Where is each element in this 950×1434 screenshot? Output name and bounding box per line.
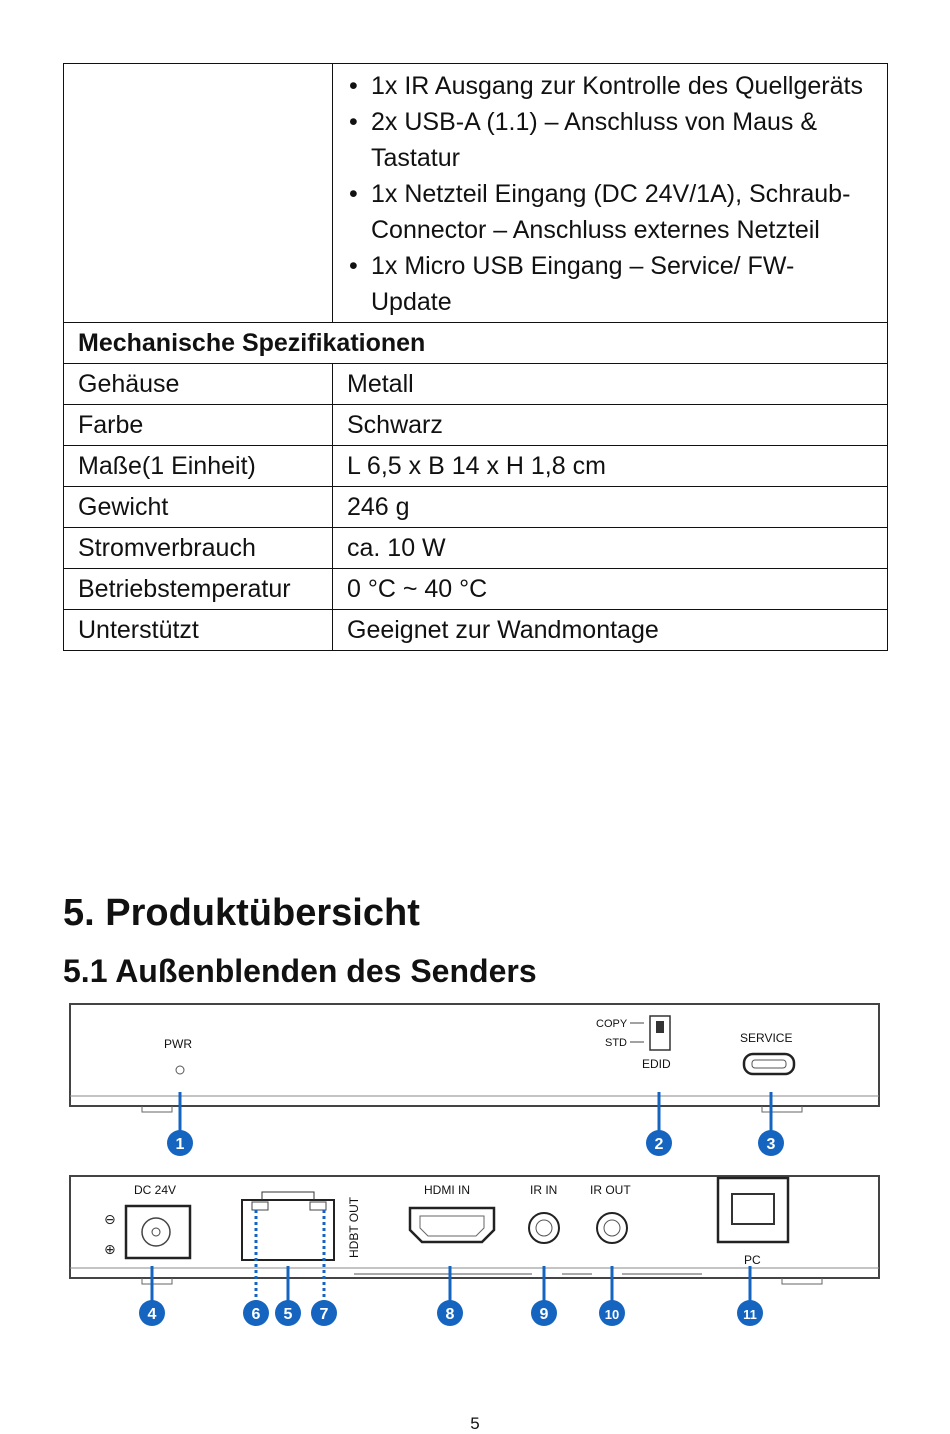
front-panel [70, 1004, 879, 1112]
table-row [64, 64, 888, 323]
ir-out-jack-icon [597, 1213, 627, 1243]
dc-jack-pin [152, 1228, 160, 1236]
list-item: • 1x Micro USB Eingang – Service/ FW-Update [347, 248, 873, 320]
table-row [64, 610, 888, 651]
row-value: Geeignet zur Wandmontage [333, 610, 888, 651]
list-item: • 2x USB-A (1.1) – Anschluss von Maus & Tastatur [347, 104, 873, 176]
callout-8 [437, 1300, 463, 1326]
svg-text:7: 7 [319, 1306, 329, 1323]
pwr-led-icon [176, 1066, 184, 1074]
table-row [64, 569, 888, 610]
row-value: L 6,5 x B 14 x H 1,8 cm [333, 446, 888, 487]
rj45-notch [262, 1192, 314, 1200]
list-item: • 1x Netzteil Eingang (DC 24V/1A), Schraub-Connector – Anschluss externes Netzteil [347, 176, 873, 248]
spec-table [63, 63, 888, 651]
table-row [64, 446, 888, 487]
std-label: STD [605, 1037, 627, 1049]
svg-text:9: 9 [539, 1306, 549, 1323]
callout-10 [599, 1300, 625, 1326]
svg-text:11: 11 [743, 1307, 757, 1322]
micro-usb-inner [752, 1060, 786, 1068]
led-right-icon [310, 1202, 326, 1210]
svg-text:4: 4 [147, 1306, 157, 1323]
row-value: 0 °C ~ 40 °C [333, 569, 888, 610]
switch-ticks [630, 1023, 644, 1042]
polarity-plus-icon: ⊕ [104, 1241, 116, 1257]
row-label: Betriebstemperatur [64, 569, 333, 610]
row-value: ca. 10 W [333, 528, 888, 569]
svg-text:3: 3 [766, 1136, 776, 1153]
table-row [64, 405, 888, 446]
copy-label: COPY [596, 1018, 628, 1030]
table-row [64, 528, 888, 569]
dc-jack-ring [142, 1218, 170, 1246]
hdmi-port-icon [410, 1208, 494, 1242]
svg-text:6: 6 [251, 1306, 261, 1323]
ir-out-jack-inner [604, 1220, 620, 1236]
edid-switch-knob [656, 1021, 664, 1033]
page-number: 5 [470, 1414, 480, 1433]
svg-text:8: 8 [445, 1306, 455, 1323]
callout-lines-rear [152, 1266, 750, 1301]
polarity-icon: ⊖ [104, 1211, 116, 1227]
hdmi-in-label: HDMI IN [424, 1183, 470, 1197]
ir-in-label: IR IN [530, 1183, 558, 1197]
callout-4 [139, 1300, 165, 1326]
service-label: SERVICE [740, 1031, 793, 1045]
callout-2 [646, 1130, 672, 1156]
list-item: • 1x IR Ausgang zur Kontrolle des Quellgeräts [347, 68, 873, 104]
row-label: Farbe [64, 405, 333, 446]
callout-11 [737, 1300, 763, 1326]
pc-label: PC [744, 1253, 761, 1267]
mech-heading: Mechanische Spezifikationen [64, 323, 888, 364]
usb-b-port-icon [718, 1178, 788, 1242]
row-value: Schwarz [333, 405, 888, 446]
table-row [64, 487, 888, 528]
sender-panels-figure [62, 996, 887, 1336]
callout-lines-front [180, 1092, 771, 1131]
dc24v-label: DC 24V [134, 1183, 177, 1197]
table-row [64, 364, 888, 405]
svg-text:5: 5 [283, 1306, 293, 1323]
svg-text:2: 2 [654, 1136, 664, 1153]
interfaces-cell [333, 64, 888, 323]
row-label: Gewicht [64, 487, 333, 528]
callout-lines-dotted [256, 1210, 324, 1301]
row-label: Maße(1 Einheit) [64, 446, 333, 487]
callout-6 [243, 1300, 269, 1326]
row-value: Metall [333, 364, 888, 405]
interfaces-list [347, 68, 873, 320]
table-row [64, 323, 888, 364]
svg-text:1: 1 [175, 1136, 185, 1153]
ir-in-jack-icon [529, 1213, 559, 1243]
pwr-label: PWR [164, 1037, 192, 1051]
subsection-title: 5.1 Außenblenden des Senders [63, 953, 537, 989]
usb-b-inner [732, 1194, 774, 1224]
callout-9 [531, 1300, 557, 1326]
row-value: 246 g [333, 487, 888, 528]
ir-out-label: IR OUT [590, 1183, 631, 1197]
row-label: Unterstützt [64, 610, 333, 651]
ir-in-jack-inner [536, 1220, 552, 1236]
rear-panel [70, 1176, 879, 1284]
empty-cell [64, 64, 333, 323]
hdbt-out-label: HDBT OUT [347, 1196, 361, 1258]
callout-5 [275, 1300, 301, 1326]
callout-1 [167, 1130, 193, 1156]
edid-label: EDID [642, 1057, 671, 1071]
hdmi-port-inner [420, 1216, 484, 1236]
dc-jack-icon [126, 1206, 190, 1258]
row-label: Gehäuse [64, 364, 333, 405]
row-label: Stromverbrauch [64, 528, 333, 569]
svg-text:10: 10 [604, 1307, 620, 1322]
callout-7 [311, 1300, 337, 1326]
led-left-icon [252, 1202, 268, 1210]
callout-3 [758, 1130, 784, 1156]
section-title: 5. Produktübersicht [63, 892, 420, 934]
